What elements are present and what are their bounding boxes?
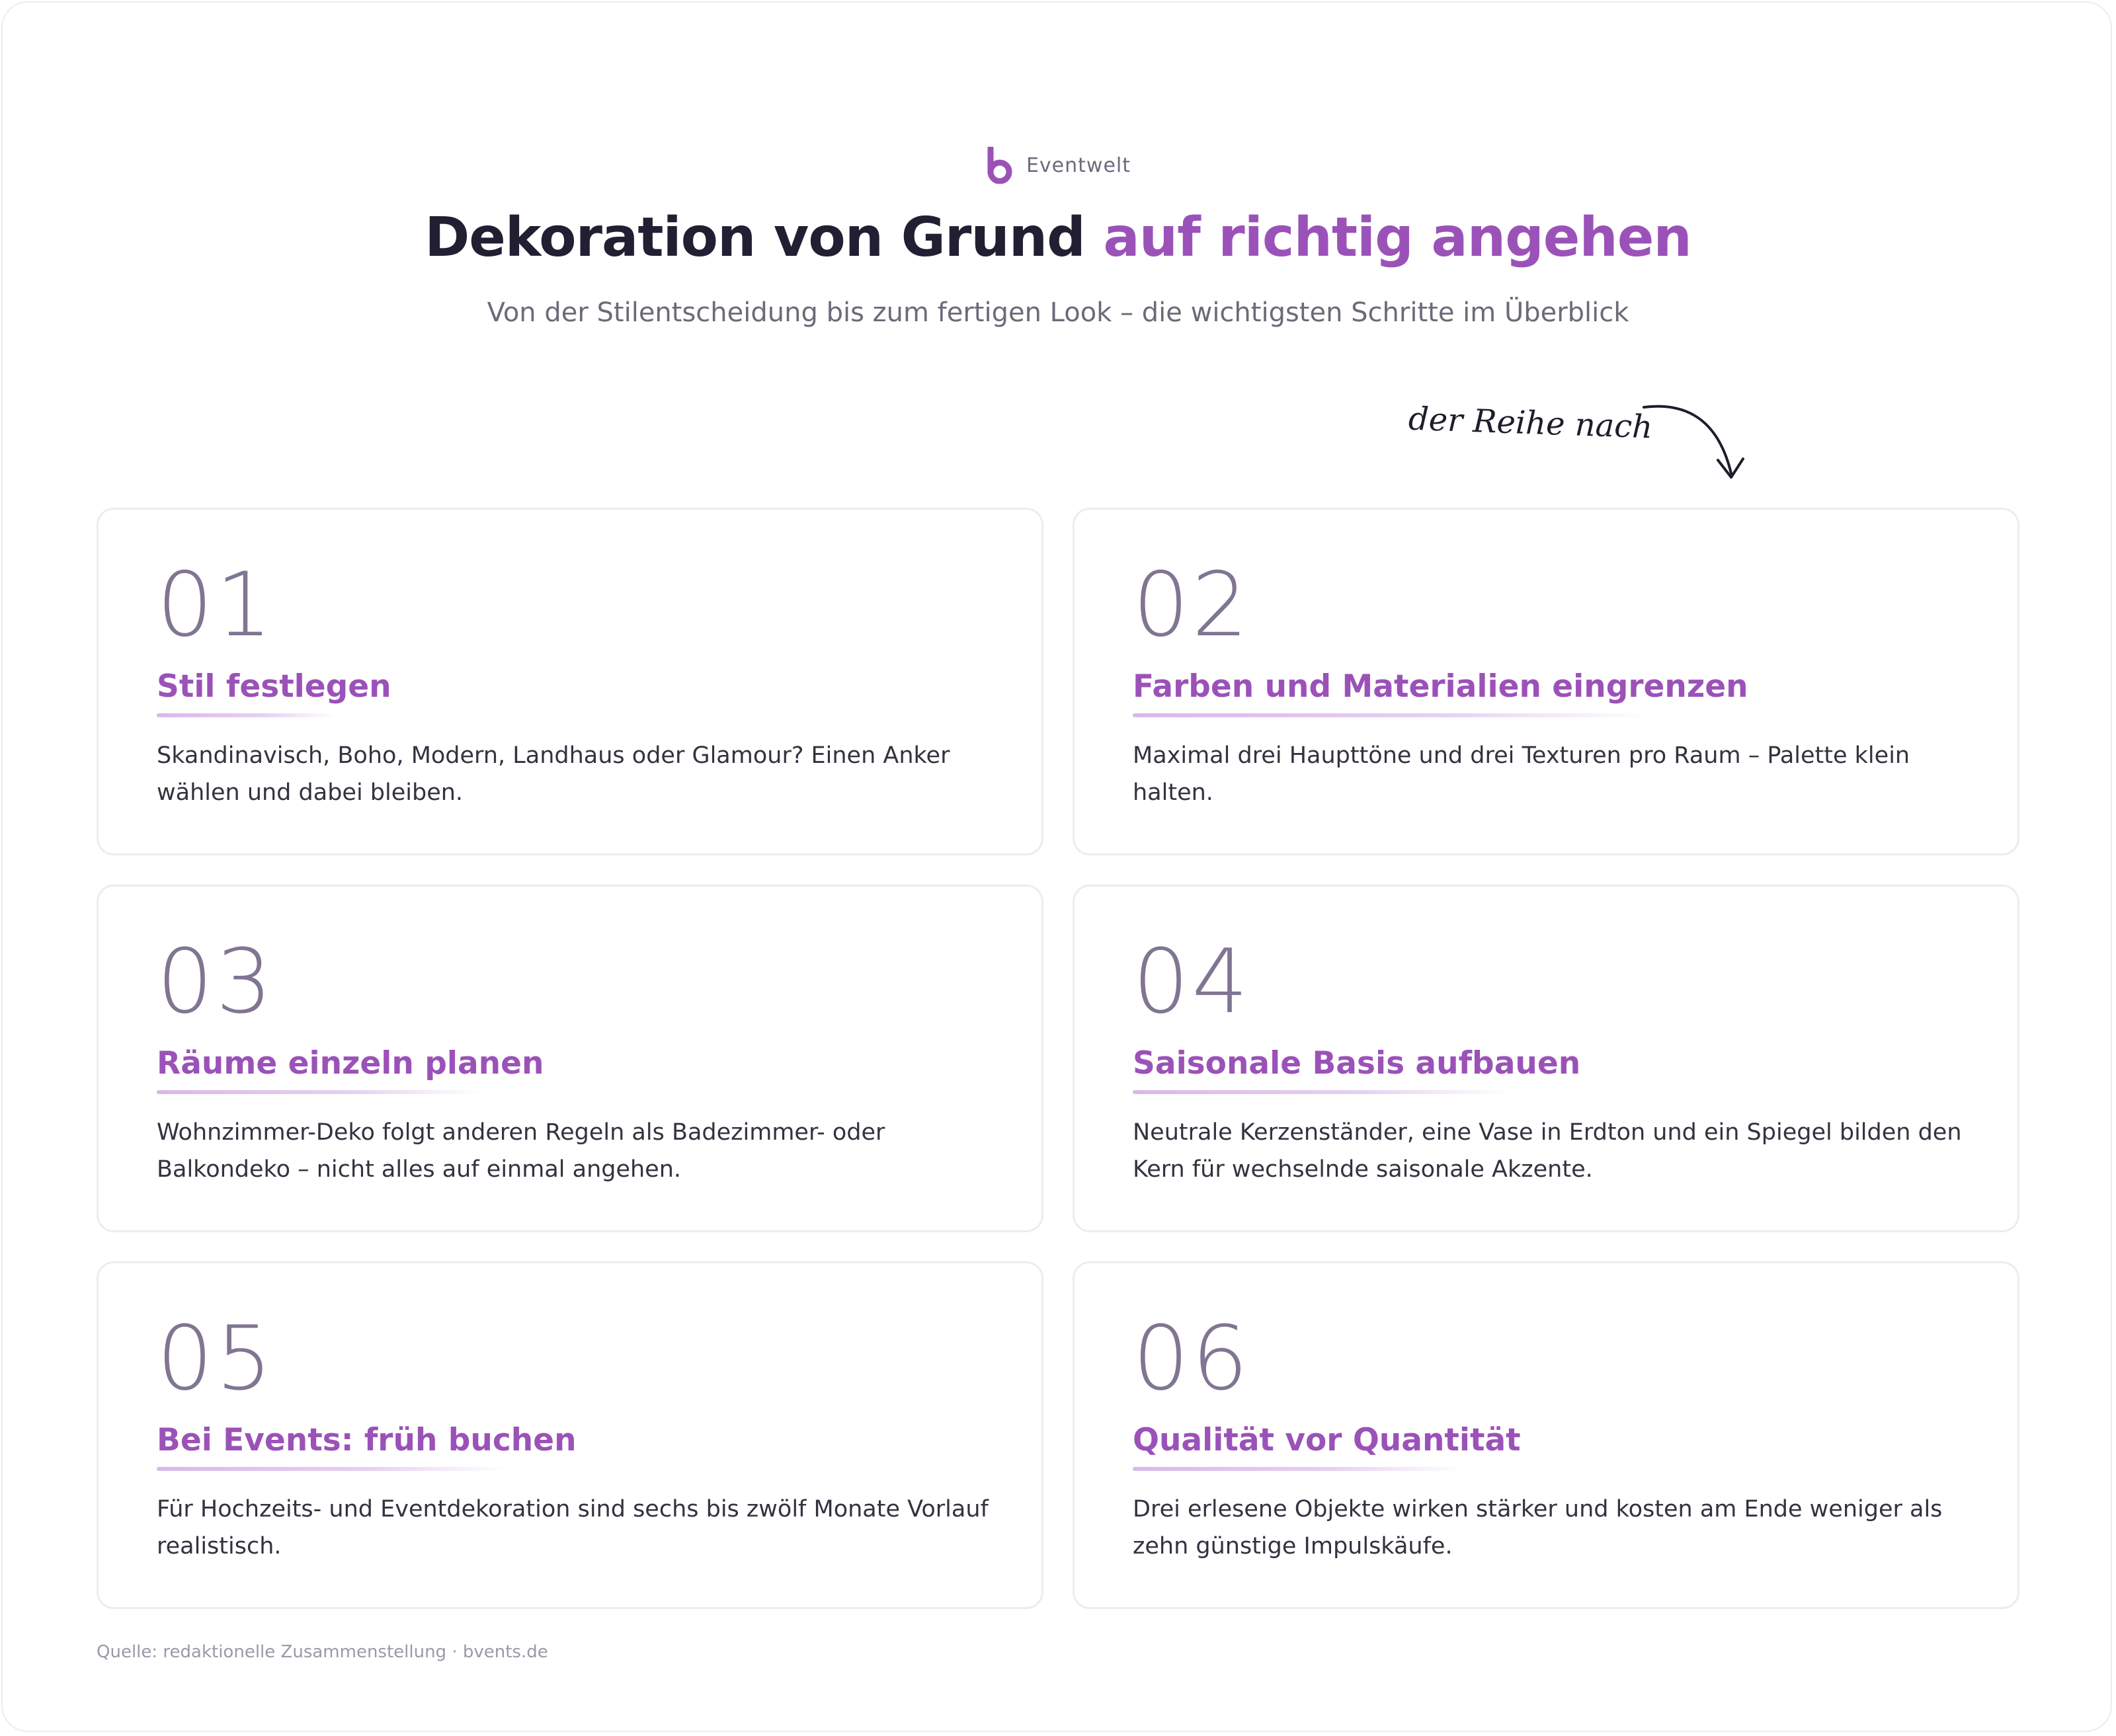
step-number: 06 [1133,1307,1251,1410]
step-card-01 [97,508,1043,855]
step-title: Bei Events: früh buchen [157,1422,577,1458]
letter-b-logo [985,147,1014,184]
step-description: Maximal drei Haupttöne und drei Texturen pro Raum – Palette klein halten. [1133,742,1910,806]
curved-arrow-down-icon [1633,395,1752,494]
title-underline [1133,1467,1463,1471]
step-description: Wohnzimmer-Deko folgt anderen Regeln als Badezimmer- oder Balkondeko – nicht alles auf einmal angehen. [157,1119,885,1183]
step-number: 01 [157,553,275,656]
brand [0,147,2116,184]
source-note: Quelle: redaktionelle Zusammenstellung · bvents.de [97,1642,548,1662]
step-description: Drei erlesene Objekte wirken stärker und kosten am Ende weniger als zehn günstige Impulskäufe. [1133,1496,1943,1559]
step-title: Saisonale Basis aufbauen [1133,1045,1581,1082]
page-title [0,206,2116,269]
title-underline [157,1467,507,1471]
step-card-03 [97,885,1043,1232]
step-card-05 [97,1261,1043,1609]
step-description: Neutrale Kerzenständer, eine Vase in Erdton und ein Spiegel bilden den Kern für wechselnde saisonale Akzente. [1133,1119,1962,1183]
title-plain: Dekoration von Grund [425,206,1085,269]
title-underline [157,1090,481,1094]
step-card-04 [1073,885,2019,1232]
step-title: Räume einzeln planen [157,1045,544,1082]
step-title: Farben und Materialien eingrenzen [1133,668,1748,705]
order-hint: der Reihe nach [1408,400,1654,446]
step-number: 05 [157,1307,275,1410]
title-underline [157,713,335,717]
brand-name: Eventwelt [1026,153,1131,177]
title-underline [1133,713,1648,717]
step-title: Stil festlegen [157,668,391,705]
step-number: 03 [157,930,275,1033]
step-title: Qualität vor Quantität [1133,1422,1521,1458]
step-description: Für Hochzeits- und Eventdekoration sind sechs bis zwölf Monate Vorlauf realistisch. [157,1496,989,1559]
step-description: Skandinavisch, Boho, Modern, Landhaus oder Glamour? Einen Anker wählen und dabei bleiben. [157,742,950,806]
title-accent: auf richtig angehen [1103,206,1691,269]
page-subtitle: Von der Stilentscheidung bis zum fertigen Look – die wichtigsten Schritte im Überblick [487,297,1629,328]
step-card-06 [1073,1261,2019,1609]
step-card-02 [1073,508,2019,855]
title-underline [1133,1090,1510,1094]
step-number: 02 [1133,553,1251,656]
step-number: 04 [1133,930,1251,1033]
